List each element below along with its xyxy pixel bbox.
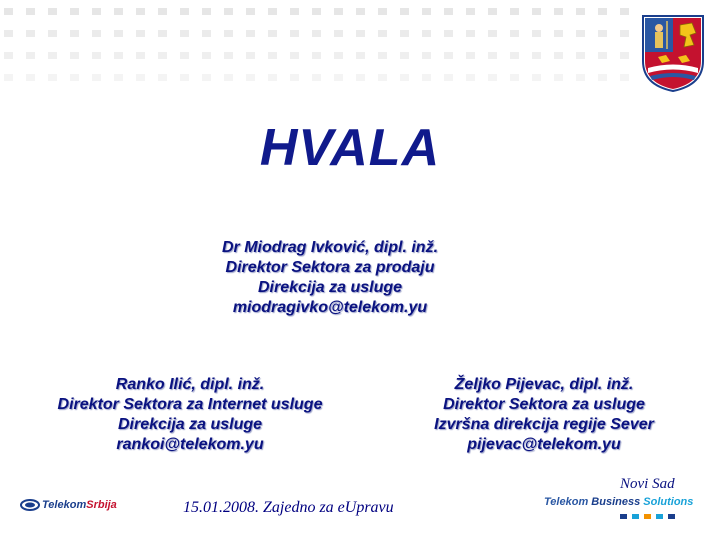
grid-dot (114, 30, 123, 37)
contact-right (394, 375, 694, 455)
logo-word-solutions: Solutions (643, 496, 694, 508)
grid-dot (224, 52, 233, 59)
logo-word-business: Business (591, 496, 641, 508)
grid-dot (488, 8, 497, 15)
grid-dot (26, 52, 35, 59)
coat-of-arms-icon (640, 13, 706, 93)
grid-dot (70, 30, 79, 37)
grid-dot (246, 74, 255, 81)
grid-dot (114, 8, 123, 15)
grid-dot (356, 8, 365, 15)
contact-name: Željko Pijevac, dipl. inž. (454, 376, 634, 393)
square-cyan (656, 514, 663, 519)
grid-dot (620, 30, 629, 37)
grid-dot (48, 52, 57, 59)
contact-email: miodragivko@telekom.yu (232, 299, 428, 316)
slide-title: HVALA (259, 119, 441, 177)
logo-color-squares (620, 514, 675, 519)
grid-dot (290, 52, 299, 59)
grid-dot (92, 74, 101, 81)
grid-dot (312, 8, 321, 15)
grid-dot (202, 74, 211, 81)
contact-name: Dr Miodrag Ivković, dipl. inž. (221, 239, 439, 256)
grid-dot (598, 52, 607, 59)
grid-dot (444, 74, 453, 81)
grid-dot (444, 8, 453, 15)
grid-dot (466, 74, 475, 81)
contact-role: Direktor Sektora za usluge (443, 396, 645, 413)
grid-dot (4, 8, 13, 15)
grid-dot (444, 30, 453, 37)
grid-dot (92, 30, 101, 37)
grid-dot (202, 8, 211, 15)
grid-dot (4, 74, 13, 81)
grid-dot (180, 74, 189, 81)
grid-dot (334, 30, 343, 37)
logo-word-telekom: Telekom (42, 499, 87, 511)
grid-dot (466, 30, 475, 37)
grid-dot (246, 8, 255, 15)
grid-dot (598, 8, 607, 15)
grid-dot (136, 52, 145, 59)
grid-dot (576, 74, 585, 81)
grid-dot (158, 8, 167, 15)
square-cyan (632, 514, 639, 519)
grid-dot (510, 30, 519, 37)
grid-dot (422, 74, 431, 81)
grid-dot (466, 8, 475, 15)
grid-dot (532, 30, 541, 37)
grid-dot (532, 74, 541, 81)
grid-dot (268, 52, 277, 59)
grid-dot (598, 74, 607, 81)
contact-email: pijevac@telekom.yu (467, 436, 621, 453)
grid-dot (290, 74, 299, 81)
grid-dot (70, 74, 79, 81)
grid-dot (488, 30, 497, 37)
footer-date-tagline: 15.01.2008. Zajedno za eUpravu (183, 499, 394, 516)
grid-dot (378, 74, 387, 81)
grid-dot (136, 8, 145, 15)
grid-dot (312, 52, 321, 59)
grid-dot (48, 8, 57, 15)
grid-dot (136, 74, 145, 81)
grid-dot (532, 8, 541, 15)
grid-dot (158, 30, 167, 37)
decorative-dot-grid (0, 0, 640, 95)
contact-unit: Izvršna direkcija regije Sever (434, 416, 654, 433)
telekom-swirl-icon (20, 498, 40, 512)
grid-dot (400, 30, 409, 37)
grid-dot (554, 52, 563, 59)
grid-dot (224, 30, 233, 37)
grid-dot (356, 52, 365, 59)
grid-dot (70, 8, 79, 15)
grid-dot (290, 30, 299, 37)
contact-left (0, 375, 380, 455)
telekom-srbija-logo (20, 495, 117, 515)
grid-dot (422, 30, 431, 37)
grid-dot (598, 30, 607, 37)
contact-unit: Direkcija za usluge (257, 279, 403, 296)
grid-dot (378, 8, 387, 15)
grid-dot (114, 74, 123, 81)
grid-dot (92, 52, 101, 59)
square-orange (644, 514, 651, 519)
grid-dot (26, 8, 35, 15)
logo-word-telekom: Telekom (544, 496, 589, 508)
contact-name: Ranko Ilić, dipl. inž. (115, 376, 265, 393)
grid-dot (620, 8, 629, 15)
grid-dot (620, 52, 629, 59)
grid-dot (356, 30, 365, 37)
grid-dot (290, 8, 299, 15)
grid-dot (488, 52, 497, 59)
grid-dot (92, 8, 101, 15)
grid-dot (70, 52, 79, 59)
grid-dot (4, 30, 13, 37)
grid-dot (378, 52, 387, 59)
grid-dot (136, 30, 145, 37)
grid-dot (48, 30, 57, 37)
grid-dot (158, 74, 167, 81)
contact-role: Direktor Sektora za Internet usluge (57, 396, 323, 413)
grid-dot (554, 74, 563, 81)
grid-dot (422, 52, 431, 59)
grid-dot (312, 74, 321, 81)
grid-dot (620, 74, 629, 81)
grid-dot (510, 74, 519, 81)
grid-dot (422, 8, 431, 15)
grid-dot (268, 74, 277, 81)
grid-dot (180, 30, 189, 37)
grid-dot (202, 30, 211, 37)
contact-email: rankoi@telekom.yu (116, 436, 264, 453)
grid-dot (554, 30, 563, 37)
grid-dot (26, 74, 35, 81)
grid-dot (488, 74, 497, 81)
grid-dot (334, 74, 343, 81)
logo-word-srbija: Srbija (86, 499, 117, 511)
grid-dot (554, 8, 563, 15)
grid-dot (48, 74, 57, 81)
grid-dot (400, 52, 409, 59)
grid-dot (510, 8, 519, 15)
grid-dot (4, 52, 13, 59)
grid-dot (334, 52, 343, 59)
grid-dot (246, 52, 255, 59)
telekom-business-solutions-logo (544, 496, 693, 508)
city-label: Novi Sad (620, 476, 675, 492)
grid-dot (180, 8, 189, 15)
grid-dot (202, 52, 211, 59)
square-blue (668, 514, 675, 519)
grid-dot (224, 8, 233, 15)
grid-dot (444, 52, 453, 59)
grid-dot (312, 30, 321, 37)
contact-unit: Direkcija za usluge (117, 416, 263, 433)
square-blue (620, 514, 627, 519)
grid-dot (378, 30, 387, 37)
contact-center (180, 238, 480, 318)
grid-dot (400, 8, 409, 15)
grid-dot (268, 30, 277, 37)
grid-dot (510, 52, 519, 59)
grid-dot (180, 52, 189, 59)
grid-dot (576, 30, 585, 37)
grid-dot (576, 52, 585, 59)
grid-dot (158, 52, 167, 59)
contact-role: Direktor Sektora za prodaju (225, 259, 435, 276)
grid-dot (114, 52, 123, 59)
grid-dot (400, 74, 409, 81)
grid-dot (576, 8, 585, 15)
grid-dot (356, 74, 365, 81)
grid-dot (268, 8, 277, 15)
grid-dot (532, 52, 541, 59)
grid-dot (224, 74, 233, 81)
grid-dot (246, 30, 255, 37)
grid-dot (466, 52, 475, 59)
grid-dot (26, 30, 35, 37)
grid-dot (334, 8, 343, 15)
